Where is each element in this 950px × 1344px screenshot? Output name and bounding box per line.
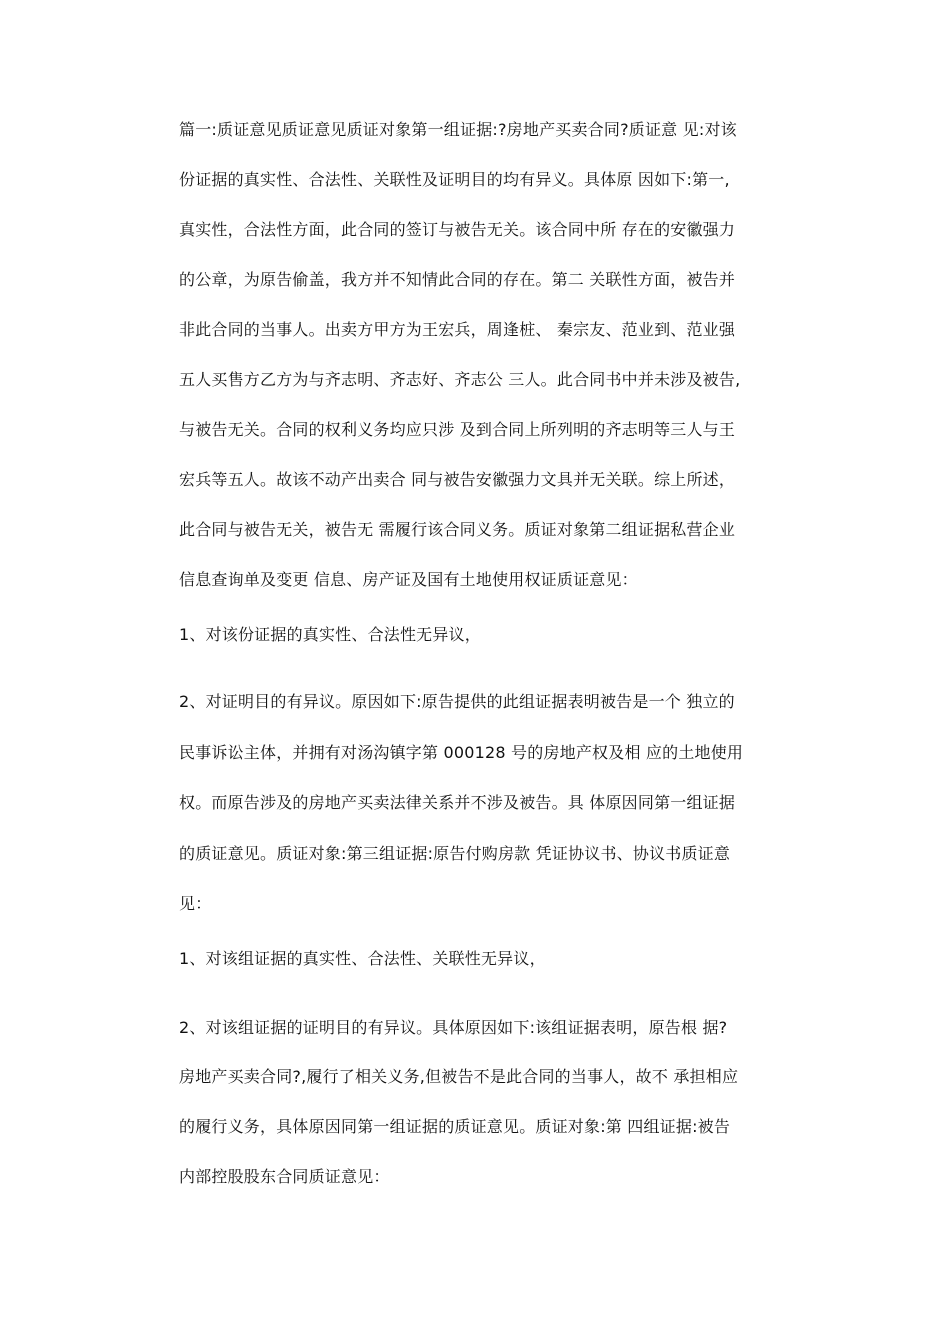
text-line: 信息查询单及变更 信息、房产证及国有土地使用权证质证意见：: [179, 570, 638, 589]
text-line: 与被告无关。合同的权利义务均应只涉 及到合同上所列明的齐志明等三人与王: [179, 420, 736, 439]
text-line: 份证据的真实性、合法性、关联性及证明目的均有异义。具体原 因如下:第一,: [179, 170, 730, 189]
text-line: 权。而原告涉及的房地产买卖法律关系并不涉及被告。具 体原因同第一组证据: [179, 793, 736, 812]
text-line: 的履行义务，具体原因同第一组证据的质证意见。质证对象:第 四组证据:被告: [179, 1117, 731, 1136]
text-line: 篇一:质证意见质证意见质证对象第一组证据:?房地产买卖合同?质证意 见:对该: [179, 120, 737, 139]
text-line: 民事诉讼主体，并拥有对汤沟镇字第 000128 号的房地产权及相 应的土地使用: [179, 743, 744, 762]
text-line: 房地产买卖合同?,履行了相关义务,但被告不是此合同的当事人，故不 承担相应: [179, 1067, 739, 1086]
list-item: 2、对证明目的有异议。原因如下:原告提供的此组证据表明被告是一个 独立的: [179, 692, 735, 711]
text-line: 真实性，合法性方面，此合同的签订与被告无关。该合同中所 存在的安徽强力: [179, 220, 736, 239]
text-line: 的质证意见。质证对象:第三组证据:原告付购房款 凭证协议书、协议书质证意: [179, 844, 731, 863]
list-item: 2、对该组证据的证明目的有异议。具体原因如下:该组证据表明，原告根 据?: [179, 1018, 728, 1037]
text-line: 非此合同的当事人。出卖方甲方为王宏兵，周逢桩、 秦宗友、范业到、范业强: [179, 320, 736, 339]
text-line: 的公章，为原告偷盖，我方并不知情此合同的存在。第二 关联性方面，被告并: [179, 270, 736, 289]
text-line: 此合同与被告无关，被告无 需履行该合同义务。质证对象第二组证据私营企业: [179, 520, 736, 539]
list-item: 1、对该份证据的真实性、合法性无异议，: [179, 625, 481, 644]
text-line: 见：: [179, 894, 212, 913]
list-item: 1、对该组证据的真实性、合法性、关联性无异议，: [179, 949, 546, 968]
text-line: 五人买售方乙方为与齐志明、齐志好、齐志公 三人。此合同书中并未涉及被告,: [179, 370, 741, 389]
text-line: 宏兵等五人。故该不动产出卖合 同与被告安徽强力文具并无关联。综上所述，: [179, 470, 736, 489]
text-line: 内部控股股东合同质证意见：: [179, 1167, 390, 1186]
